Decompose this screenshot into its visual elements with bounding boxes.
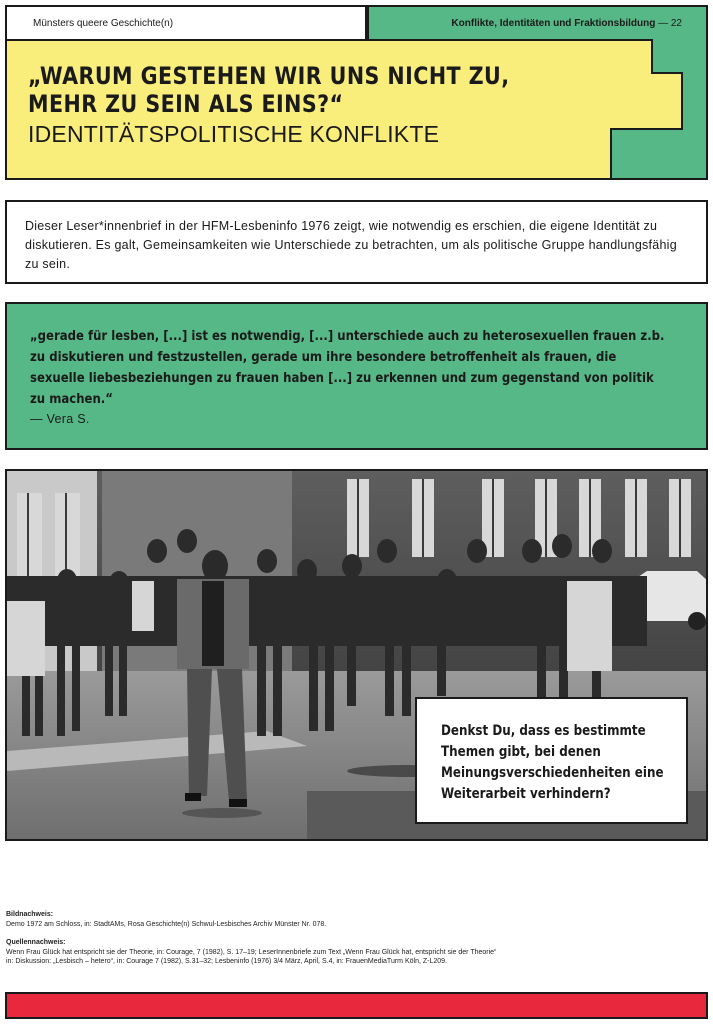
header-section-label: Konflikte, Identitäten und Fraktionsbildung (451, 18, 656, 29)
image-credit-heading: Bildnachweis: (6, 911, 54, 918)
quote-box (5, 302, 708, 450)
question-text: Denkst Du, dass es bestimmte Themen gibt, bei denen Meinungsverschiedenheiten eine Weiterarbeit verhindern? (441, 723, 664, 802)
credits (6, 910, 706, 967)
intro-paragraph: Dieser Leser*innenbrief in der HFM-Lesbeninfo 1976 zeigt, wie notwendig es erschien, die eigene Identität zu diskutieren. Es galt, Gemeinsamkeiten wie Unterschiede zu betrachten, um als politische Gruppe handlungsfähig zu sein. (25, 219, 677, 271)
source-credit-line-1: Wenn Frau Glück hat entspricht sie der Theorie, in: Courage, 7 (1982), S. 17–19; LeserInnenbriefe zum Text „Wenn Frau Glück hat, entspricht sie der Theorie“ (6, 948, 497, 956)
footer-color-bar (5, 992, 708, 1019)
quote-text: „gerade für lesben, [...] ist es notwendig, [...] unterschiede auch zu heterosexuellen frauen z.b. zu diskutieren und festzustellen, gerade um ihre besondere betroffenheit als frauen, die sexuelle liebesbeziehungen zu frauen haben [...] zu erkennen und zum gegenstand von politik zu machen.“ (30, 328, 665, 407)
quote-author: — Vera S. (30, 412, 90, 426)
source-credit-heading: Quellennachweis: (6, 939, 66, 946)
page-subtitle: IDENTITÄTSPOLITISCHE KONFLIKTE (28, 121, 440, 147)
title-line-1: „WARUM GESTEHEN WIR UNS NICHT ZU, (28, 62, 510, 90)
intro-paragraph-box (5, 200, 708, 284)
page-title (28, 62, 608, 148)
header-series-box (5, 5, 367, 41)
image-credit-text: Demo 1972 am Schloss, in: StadtAMs, Rosa Geschichte(n) Schwul-Lesbisches Archiv Münster Nr. 078. (6, 920, 327, 928)
question-box (415, 697, 688, 824)
page-number: 22 (670, 18, 682, 29)
source-credit-line-2: in: Diskussion: „Lesbisch – hetero“, in: Courage 7 (1982), S.31–32; Lesbeninfo (1976) 3/4 März, April, S.4, in: FrauenMediaTurm Köln, Z-L209. (6, 958, 447, 965)
header-section-title (451, 18, 682, 29)
header-separator: — (658, 18, 669, 29)
header-series-label: Münsters queere Geschichte(n) (33, 18, 174, 29)
title-line-2: MEHR ZU SEIN ALS EINS?“ (28, 90, 344, 118)
